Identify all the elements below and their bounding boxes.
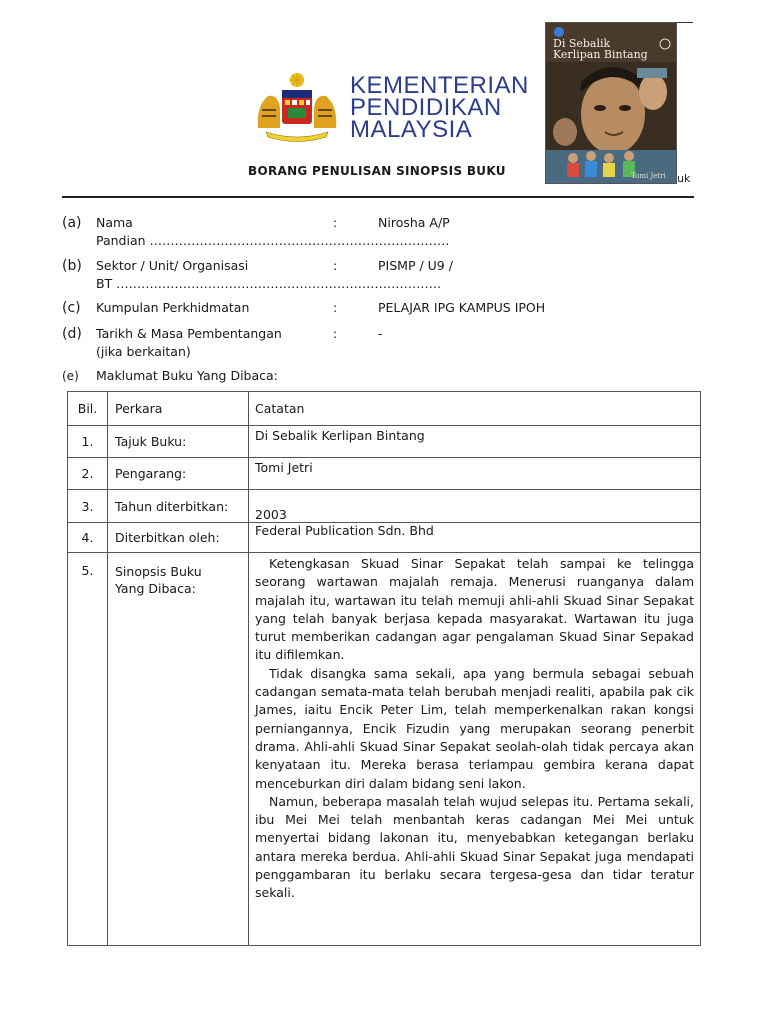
field-d-label: Tarikh & Masa Pembentangan bbox=[96, 326, 282, 341]
book-info-table bbox=[67, 391, 701, 946]
table-header-row bbox=[68, 392, 701, 426]
synopsis-label-line-1: Sinopsis Buku bbox=[115, 564, 202, 579]
field-b-colon: : bbox=[333, 258, 338, 273]
row-number: 5. bbox=[68, 553, 108, 946]
field-a-label: Nama bbox=[96, 215, 133, 230]
row-item: Diterbitkan oleh: bbox=[108, 523, 249, 553]
book-cover-title bbox=[553, 38, 648, 60]
row-number: 2. bbox=[68, 458, 108, 490]
field-a-label-2: Pandian ……………………………………………………………… bbox=[96, 233, 450, 248]
row-item: Tajuk Buku: bbox=[108, 426, 249, 458]
row-value: Tomi Jetri bbox=[249, 458, 701, 490]
coat-of-arms-icon bbox=[252, 70, 342, 144]
row-number: 1. bbox=[68, 426, 108, 458]
ministry-line-2: PENDIDIKAN bbox=[350, 94, 502, 121]
book-cover-image bbox=[545, 22, 677, 184]
book-cover-title-line-1: Di Sebalik bbox=[553, 37, 611, 50]
field-d-value: - bbox=[378, 326, 383, 341]
synopsis-label-line-2: Yang Dibaca: bbox=[115, 581, 196, 596]
form-title: BORANG PENULISAN SINOPSIS BUKU bbox=[248, 164, 506, 178]
ministry-line-1: KEMENTERIAN bbox=[350, 72, 529, 99]
field-c-value: PELAJAR IPG KAMPUS IPOH bbox=[378, 300, 546, 315]
table-row bbox=[68, 523, 701, 553]
header-cell-bil: Bil. bbox=[68, 392, 108, 426]
table-row bbox=[68, 426, 701, 458]
cover-overflow-text: uk bbox=[677, 172, 691, 185]
table-row bbox=[68, 490, 701, 523]
table-row bbox=[68, 458, 701, 490]
synopsis-text bbox=[249, 553, 701, 946]
header-cell-catatan: Catatan bbox=[249, 392, 701, 426]
field-c-label: Kumpulan Perkhidmatan bbox=[96, 300, 250, 315]
header-cell-perkara: Perkara bbox=[108, 392, 249, 426]
row-item bbox=[108, 553, 249, 946]
field-d-colon: : bbox=[333, 326, 338, 341]
book-cover-author: Tomi Jetri bbox=[631, 172, 666, 180]
row-item: Pengarang: bbox=[108, 458, 249, 490]
field-d-letter: (d) bbox=[62, 326, 82, 342]
field-b-label: Sektor / Unit/ Organisasi bbox=[96, 258, 249, 273]
field-b-value: PISMP / U9 / bbox=[378, 258, 453, 273]
row-value: Federal Publication Sdn. Bhd bbox=[249, 523, 701, 553]
field-b-letter: (b) bbox=[62, 258, 82, 274]
field-a-letter: (a) bbox=[62, 215, 82, 231]
field-a-colon: : bbox=[333, 215, 338, 230]
field-a-value: Nirosha A/P bbox=[378, 215, 450, 230]
row-number: 4. bbox=[68, 523, 108, 553]
field-c-colon: : bbox=[333, 300, 338, 315]
synopsis-row bbox=[68, 553, 701, 946]
field-e-label: Maklumat Buku Yang Dibaca: bbox=[96, 368, 278, 383]
field-c-letter: (c) bbox=[62, 300, 81, 316]
row-value: 2003 bbox=[249, 490, 701, 523]
field-d-label-2: (jika berkaitan) bbox=[96, 344, 191, 359]
row-item: Tahun diterbitkan: bbox=[108, 490, 249, 523]
synopsis-paragraph: Ketengkasan Skuad Sinar Sepakat telah sampai ke telingga seorang wartawan majalah remaja. Menerusi ruanganya dalam majalah itu, wartawan itu telah memuji ahli-ahli Skuad Sinar Sepakat yang telah banyak berjasa kepada masyarakat. Wartawan itu juga turut memberikan cadangan agar pengalaman Skuad Sinar Sepakad itu difilemkan. bbox=[255, 556, 694, 663]
book-cover-title-line-2: Kerlipan Bintang bbox=[553, 48, 648, 61]
header-divider bbox=[62, 196, 694, 198]
synopsis-paragraph: Tidak disangka sama sekali, apa yang bermula sebagai sebuah cadangan semata-mata telah berubah menjadi realiti, apabila pak cik James, iaitu Encik Peter Lim, telah memperkenalkan rakan kongsi perniangannya, Encik Fizudin yang merupakan seorang penerbit drama. Ahli-ahli Skuad Sinar Sepakat seolah-olah tidak percaya akan kenyataan itu. Mereka berasa terlampau gembira kerana dapat menceburkan diri dalam bidang seni lakon. bbox=[255, 665, 694, 791]
synopsis-paragraph: Namun, beberapa masalah telah wujud selepas itu. Pertama sekali, ibu Mei Mei telah menbantah keras cadangan Mei Mei untuk menyertai bidang lakonan itu, menyebabkan ketegangan berlaku antara mereka berdua. Ahli-ahli Skuad Sinar Sepakat juga mendapati penggambaran itu berlaku secara tergesa-gesa dan tidar teratur sekali. bbox=[255, 793, 694, 901]
field-b-label-2: BT …………………………………………………………………… bbox=[96, 276, 442, 291]
row-value: Di Sebalik Kerlipan Bintang bbox=[249, 426, 701, 458]
ministry-name bbox=[350, 72, 529, 143]
field-e-letter: (e) bbox=[62, 369, 79, 383]
row-number: 3. bbox=[68, 490, 108, 523]
ministry-line-3: MALAYSIA bbox=[350, 116, 473, 143]
divider bbox=[677, 22, 693, 23]
